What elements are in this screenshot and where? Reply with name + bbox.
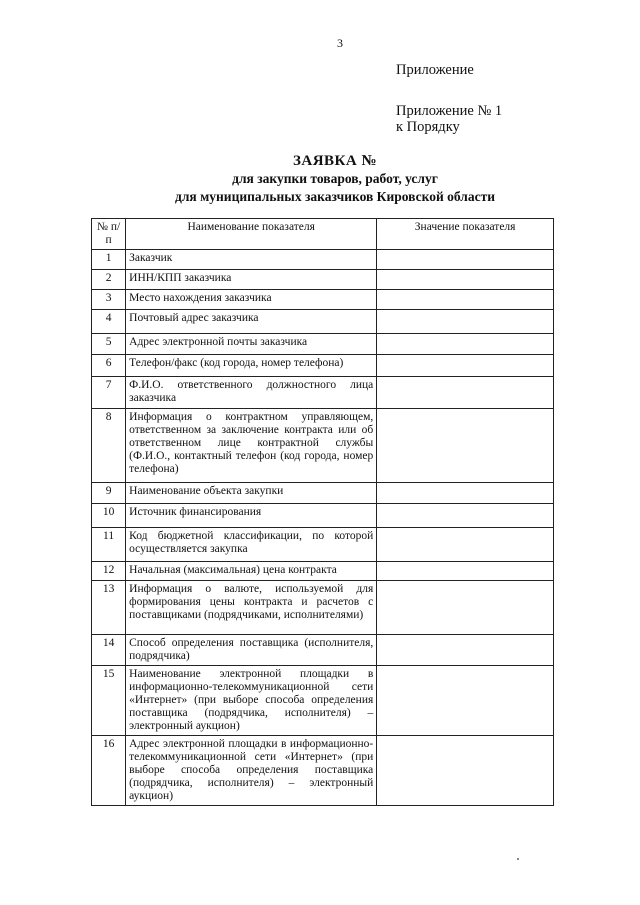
page-number: 3 [337, 36, 343, 50]
indicator-name: ИНН/КПП заказчика [126, 270, 377, 290]
row-number: 10 [92, 504, 126, 528]
indicator-value-field[interactable] [377, 377, 554, 409]
indicator-name: Наименование объекта закупки [126, 483, 377, 504]
table-row [92, 666, 554, 736]
row-number: 9 [92, 483, 126, 504]
table-row [92, 528, 554, 562]
table-row [92, 377, 554, 409]
indicator-name: Адрес электронной почты заказчика [126, 334, 377, 355]
appendix-number: Приложение № 1 [396, 103, 503, 119]
indicator-name: Телефон/факс (код города, номер телефона) [126, 355, 377, 377]
row-number: 13 [92, 581, 126, 635]
table-row [92, 290, 554, 310]
indicator-value-field[interactable] [377, 334, 554, 355]
header-indicator-name: Наименование показателя [126, 219, 377, 250]
indicator-value-field[interactable] [377, 736, 554, 806]
document-title-block [140, 152, 530, 206]
indicator-name: Информация о контрактном управляющем, ответственном за заключение контракта или об ответственном лице контрактной службы (Ф.И.О., контактный телефон (код города, номер телефона) [126, 409, 377, 483]
row-number: 15 [92, 666, 126, 736]
indicator-value-field[interactable] [377, 250, 554, 270]
row-number: 12 [92, 562, 126, 581]
table-row [92, 409, 554, 483]
row-number: 11 [92, 528, 126, 562]
indicator-value-field[interactable] [377, 666, 554, 736]
row-number: 2 [92, 270, 126, 290]
appendix-label: Приложение [396, 62, 474, 78]
table-row [92, 483, 554, 504]
scan-speck [517, 858, 519, 860]
row-number: 5 [92, 334, 126, 355]
indicator-name: Адрес электронной площадки в информационно-телекоммуникационной сети «Интернет» (при выборе способа определения поставщика (подрядчика, исполнителя) – электронный аукцион) [126, 736, 377, 806]
document-subtitle-2: для муниципальных заказчиков Кировской области [175, 189, 495, 204]
table-row [92, 334, 554, 355]
table-row [92, 562, 554, 581]
indicator-value-field[interactable] [377, 355, 554, 377]
indicator-value-field[interactable] [377, 562, 554, 581]
indicator-value-field[interactable] [377, 581, 554, 635]
row-number: 8 [92, 409, 126, 483]
table-row [92, 270, 554, 290]
row-number: 14 [92, 635, 126, 666]
row-number: 4 [92, 310, 126, 334]
row-number: 1 [92, 250, 126, 270]
indicator-name: Место нахождения заказчика [126, 290, 377, 310]
indicator-value-field[interactable] [377, 270, 554, 290]
indicator-value-field[interactable] [377, 528, 554, 562]
row-number: 3 [92, 290, 126, 310]
indicator-name: Способ определения поставщика (исполнителя, подрядчика) [126, 635, 377, 666]
table-row [92, 736, 554, 806]
table-header-row [92, 219, 554, 250]
indicator-name: Информация о валюте, используемой для формирования цены контракта и расчетов с поставщиками (подрядчиками, исполнителями) [126, 581, 377, 635]
indicator-value-field[interactable] [377, 635, 554, 666]
header-indicator-value: Значение показателя [377, 219, 554, 250]
indicator-value-field[interactable] [377, 310, 554, 334]
table-row [92, 635, 554, 666]
table-row [92, 504, 554, 528]
indicator-name: Начальная (максимальная) цена контракта [126, 562, 377, 581]
document-subtitle-1: для закупки товаров, работ, услуг [232, 171, 438, 186]
indicator-value-field[interactable] [377, 483, 554, 504]
document-title: ЗАЯВКА № [292, 153, 378, 169]
indicator-name: Код бюджетной классификации, по которой осуществляется закупка [126, 528, 377, 562]
table-row [92, 355, 554, 377]
header-number: № п/п [92, 219, 126, 250]
table-row [92, 581, 554, 635]
application-form-table [91, 218, 554, 806]
indicator-name: Почтовый адрес заказчика [126, 310, 377, 334]
table-row [92, 250, 554, 270]
table-row [92, 310, 554, 334]
indicator-name: Заказчик [126, 250, 377, 270]
table-body [92, 250, 554, 806]
row-number: 7 [92, 377, 126, 409]
appendix-reference: к Порядку [396, 119, 460, 135]
indicator-name: Источник финансирования [126, 504, 377, 528]
indicator-value-field[interactable] [377, 409, 554, 483]
row-number: 16 [92, 736, 126, 806]
indicator-name: Ф.И.О. ответственного должностного лица заказчика [126, 377, 377, 409]
indicator-value-field[interactable] [377, 504, 554, 528]
indicator-name: Наименование электронной площадки в информационно-телекоммуникационной сети «Интернет» (при выборе способа определения поставщика (подрядчика, исполнителя) – электронный аукцион) [126, 666, 377, 736]
row-number: 6 [92, 355, 126, 377]
indicator-value-field[interactable] [377, 290, 554, 310]
